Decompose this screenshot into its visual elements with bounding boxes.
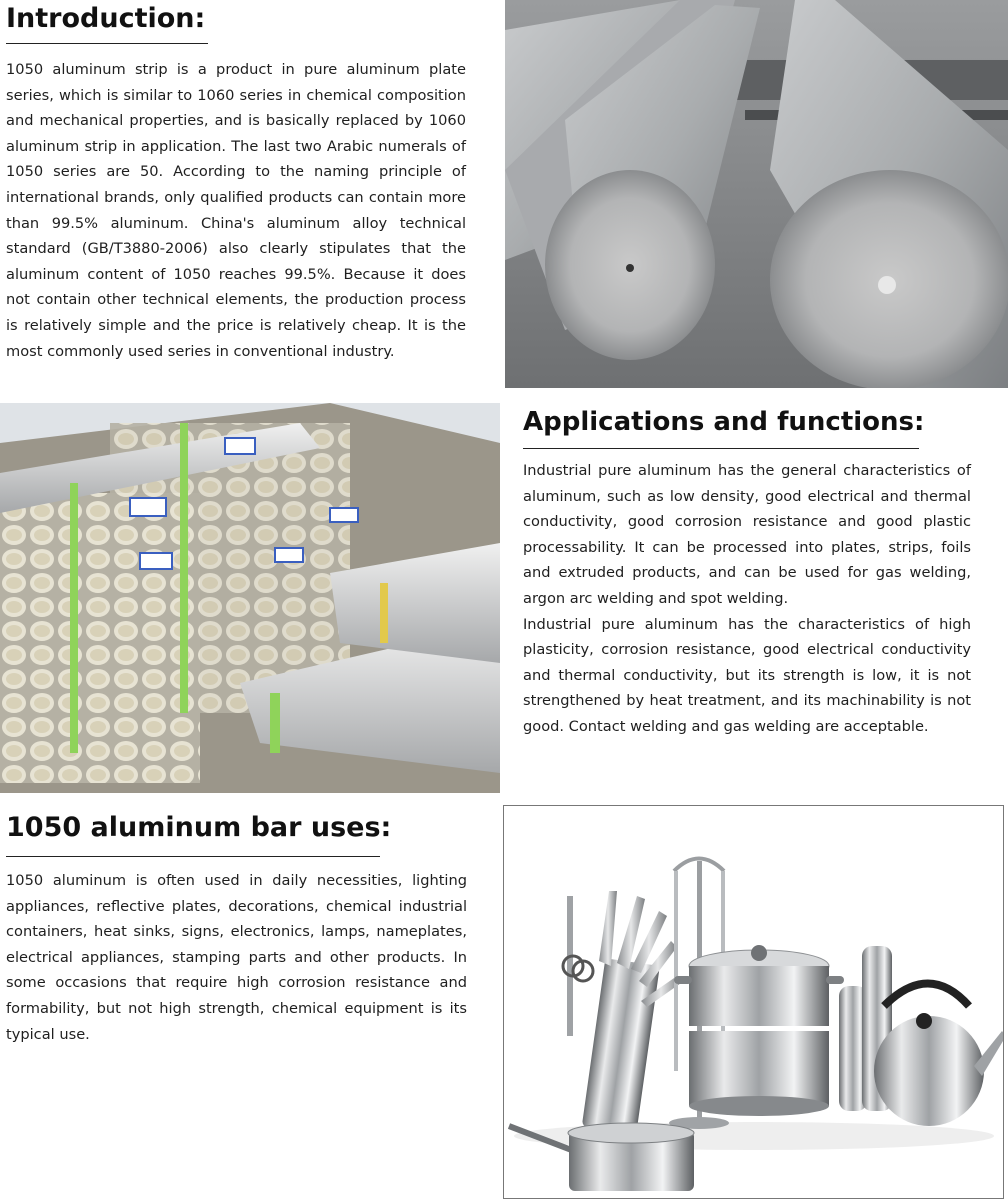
stacked-rods-photo bbox=[0, 403, 500, 793]
applications-heading: Applications and functions: bbox=[523, 407, 925, 437]
intro-heading: Introduction: bbox=[6, 3, 206, 34]
uses-heading: 1050 aluminum bar uses: bbox=[6, 812, 392, 843]
applications-text-2: Industrial pure aluminum has the characteristics of high plasticity, corrosion resistance, good electrical conductivity and thermal conductivity, but its strength is low, it is not strengthened by heat treatment, and its machinability is not good. Contact welding and gas welding are acceptable. bbox=[523, 615, 971, 735]
uses-text: 1050 aluminum is often used in daily necessities, lighting appliances, reflective plates, decorations, chemical industrial containers, heat sinks, signs, electronics, lamps, nameplates, electrical appliances, stamping parts and other products. In some occasions that require high corrosion resistance and formability, but not high strength, chemical equipment is its typical use. bbox=[6, 872, 467, 1043]
intro-heading-underline bbox=[6, 43, 208, 44]
applications-text-1: Industrial pure aluminum has the general characteristics of aluminum, such as low density, good electrical and thermal conductivity, good corrosion resistance and good plastic processability. It can be processed into plates, strips, foils and extruded products, and can be used for gas welding, argon arc welding and spot welding. bbox=[523, 462, 971, 607]
applications-paragraphs bbox=[523, 458, 971, 740]
intro-paragraph bbox=[6, 57, 466, 364]
applications-heading-underline bbox=[523, 448, 919, 449]
uses-paragraph bbox=[6, 868, 467, 1047]
kitchenware-photo bbox=[503, 805, 1004, 1199]
uses-heading-underline bbox=[6, 856, 380, 857]
aluminum-bars-photo bbox=[505, 0, 1008, 388]
intro-text: 1050 aluminum strip is a product in pure aluminum plate series, which is similar to 1060 series in chemical composition and mechanical properties, and is basically replaced by 1060 aluminum strip in application. The last two Arabic numerals of 1050 series are 50. According to the naming principle of international brands, only qualified products can contain more than 99.5% aluminum. China's aluminum alloy technical standard (GB/T3880-2006) also clearly stipulates that the aluminum content of 1050 reaches 99.5%. Because it does not contain other technical elements, the production process is relatively simple and the price is relatively cheap. It is the most commonly used series in conventional industry. bbox=[6, 61, 466, 360]
